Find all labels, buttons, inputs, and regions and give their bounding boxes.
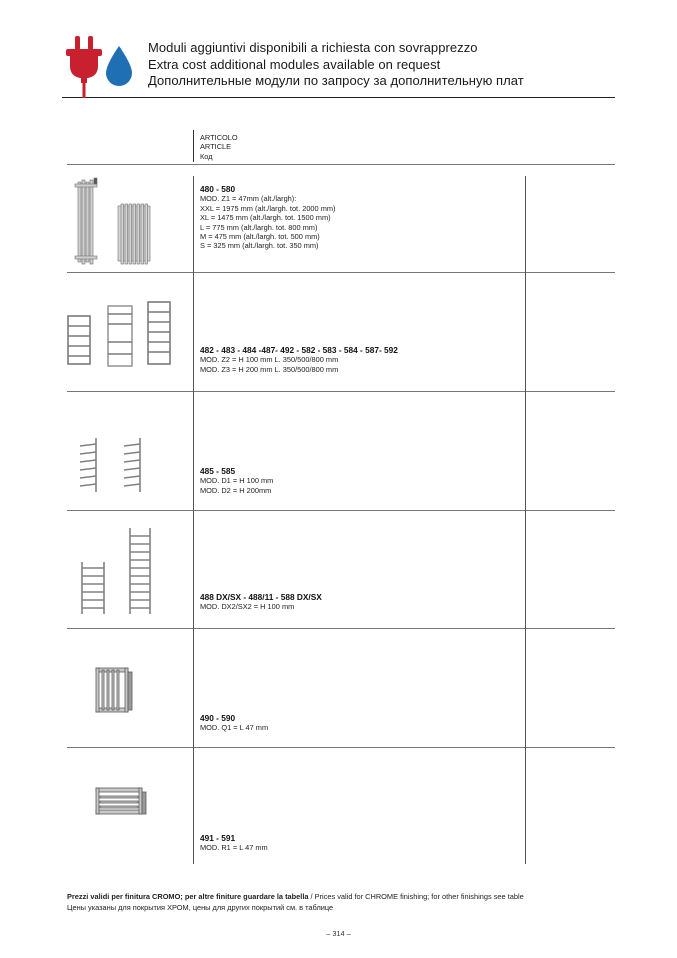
article-code: 485 - 585 — [200, 466, 236, 476]
column-header-ru: Код — [200, 151, 213, 161]
column-divider — [193, 176, 194, 864]
table-row — [200, 833, 268, 853]
table-row — [200, 592, 322, 612]
price-note-english: / Prices valid for CHROME finishing; for other finishings see table — [308, 892, 524, 901]
row-image-vertical-radiators — [72, 176, 154, 268]
article-code: 482 - 483 - 484 -487- 492 - 582 - 583 - 584 - 587- 592 — [200, 345, 398, 355]
spec-line: MOD. R1 = L 47 mm — [200, 843, 268, 853]
row-divider — [67, 164, 615, 165]
spec-line: M = 475 mm (alt./largh. tot. 500 mm) — [200, 232, 320, 242]
row-image-side-open-rails — [74, 524, 160, 616]
article-code: 488 DX/SX - 488/11 - 588 DX/SX — [200, 592, 322, 602]
price-note-russian: Цены указаны для покрытия ХРОМ, цены для других покрытий см. в таблице — [67, 902, 334, 912]
page-number: – 314 – — [326, 929, 351, 938]
row-divider — [67, 272, 615, 273]
price-note-italian: Prezzi validi per finitura CROMO; per altre finiture guardare la tabella — [67, 892, 309, 901]
title-russian: Дополнительные модули по запросу за дополнительную плат — [148, 73, 524, 88]
row-image-ladder-rails — [62, 298, 184, 370]
spec-line: XL = 1475 mm (alt./largh. tot. 1500 mm) — [200, 213, 331, 223]
spec-line: MOD. Q1 = L 47 mm — [200, 723, 269, 733]
spec-line: MOD. Z2 = H 100 mm L. 350/500/800 mm — [200, 355, 339, 365]
spec-line: S = 325 mm (alt./largh. tot. 350 mm) — [200, 241, 319, 251]
spec-line: MOD. D2 = H 200mm — [200, 485, 272, 495]
row-image-box-module — [92, 664, 136, 722]
row-divider — [67, 391, 615, 392]
spec-line: MOD. D1 = H 100 mm — [200, 476, 274, 486]
row-divider — [67, 628, 615, 629]
column-header-en: ARTICLE — [200, 142, 232, 152]
table-row — [200, 466, 273, 495]
spec-line: L = 775 mm (alt./largh. tot. 800 mm) — [200, 222, 318, 232]
title-english: Extra cost additional modules available on request — [148, 56, 441, 72]
spec-line: MOD. Z1 = 47mm (alt./largh): — [200, 194, 297, 204]
spec-line: MOD. DX2/SX2 = H 100 mm — [200, 602, 295, 612]
row-divider — [67, 510, 615, 511]
table-row — [200, 345, 398, 374]
article-code: 490 - 590 — [200, 713, 236, 723]
article-code: 491 - 591 — [200, 833, 236, 843]
row-divider — [67, 747, 615, 748]
spec-line: XXL = 1975 mm (alt./largh. tot. 2000 mm) — [200, 203, 336, 213]
article-code: 480 - 580 — [200, 184, 236, 194]
table-row — [200, 184, 336, 251]
column-header-it: ARTICOLO — [200, 133, 238, 142]
title-italian: Moduli aggiuntivi disponibili a richiesta con sovrapprezzo — [148, 40, 478, 55]
row-image-horizontal-box-module — [92, 782, 150, 822]
price-note — [67, 892, 524, 913]
spec-line: MOD. Z3 = H 200 mm L. 350/500/800 mm — [200, 364, 339, 374]
row-image-swivel-rails — [74, 434, 156, 496]
column-divider — [525, 176, 526, 864]
table-row — [200, 713, 268, 733]
